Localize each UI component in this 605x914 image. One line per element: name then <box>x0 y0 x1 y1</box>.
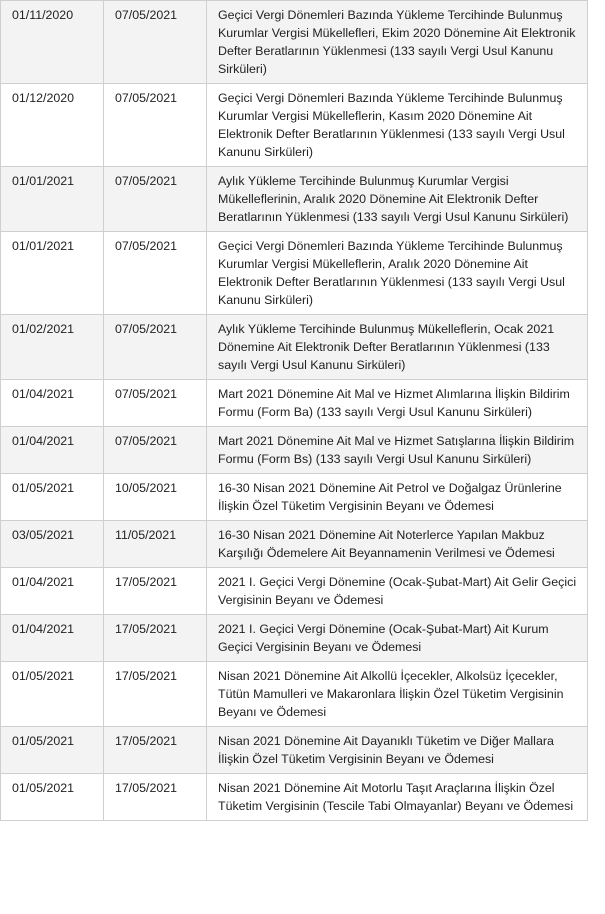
description-cell: 2021 I. Geçici Vergi Dönemine (Ocak-Şubat-Mart) Ait Kurum Geçici Vergisinin Beyanı ve Ödemesi <box>207 615 588 662</box>
description-cell: Geçici Vergi Dönemleri Bazında Yükleme Tercihinde Bulunmuş Kurumlar Vergisi Mükelleflerin, Aralık 2020 Dönemine Ait Elektronik Defter Beratlarının Yüklenmesi (133 sayılı Vergi Usul Kanunu Sirküleri) <box>207 232 588 315</box>
due-date-cell: 11/05/2021 <box>104 521 207 568</box>
start-date-cell: 01/02/2021 <box>1 315 104 380</box>
table-row <box>1 774 588 821</box>
start-date-cell: 03/05/2021 <box>1 521 104 568</box>
tax-calendar-body <box>1 1 588 821</box>
due-date-cell: 07/05/2021 <box>104 380 207 427</box>
due-date-cell: 07/05/2021 <box>104 427 207 474</box>
table-row <box>1 1 588 84</box>
table-row <box>1 315 588 380</box>
due-date-cell: 10/05/2021 <box>104 474 207 521</box>
due-date-cell: 17/05/2021 <box>104 615 207 662</box>
table-row <box>1 727 588 774</box>
table-row <box>1 167 588 232</box>
due-date-cell: 07/05/2021 <box>104 167 207 232</box>
start-date-cell: 01/11/2020 <box>1 1 104 84</box>
due-date-cell: 07/05/2021 <box>104 232 207 315</box>
start-date-cell: 01/05/2021 <box>1 662 104 727</box>
description-cell: 16-30 Nisan 2021 Dönemine Ait Noterlerce Yapılan Makbuz Karşılığı Ödemelere Ait Beyannamenin Verilmesi ve Ödemesi <box>207 521 588 568</box>
description-cell: Aylık Yükleme Tercihinde Bulunmuş Mükelleflerin, Ocak 2021 Dönemine Ait Elektronik Defter Beratlarının Yüklenmesi (133 sayılı Vergi Usul Kanunu Sirküleri) <box>207 315 588 380</box>
table-row <box>1 232 588 315</box>
table-row <box>1 474 588 521</box>
description-cell: Nisan 2021 Dönemine Ait Dayanıklı Tüketim ve Diğer Mallara İlişkin Özel Tüketim Vergisinin Beyanı ve Ödemesi <box>207 727 588 774</box>
description-cell: Mart 2021 Dönemine Ait Mal ve Hizmet Alımlarına İlişkin Bildirim Formu (Form Ba) (133 sayılı Vergi Usul Kanunu Sirküleri) <box>207 380 588 427</box>
due-date-cell: 07/05/2021 <box>104 84 207 167</box>
description-cell: Geçici Vergi Dönemleri Bazında Yükleme Tercihinde Bulunmuş Kurumlar Vergisi Mükelleflerin, Kasım 2020 Dönemine Ait Elektronik Defter Beratlarının Yüklenmesi (133 sayılı Vergi Usul Kanunu Sirküleri) <box>207 84 588 167</box>
table-row <box>1 662 588 727</box>
table-row <box>1 84 588 167</box>
due-date-cell: 07/05/2021 <box>104 315 207 380</box>
table-row <box>1 427 588 474</box>
start-date-cell: 01/12/2020 <box>1 84 104 167</box>
due-date-cell: 07/05/2021 <box>104 1 207 84</box>
description-cell: 16-30 Nisan 2021 Dönemine Ait Petrol ve Doğalgaz Ürünlerine İlişkin Özel Tüketim Vergisinin Beyanı ve Ödemesi <box>207 474 588 521</box>
start-date-cell: 01/05/2021 <box>1 474 104 521</box>
start-date-cell: 01/04/2021 <box>1 427 104 474</box>
table-row <box>1 380 588 427</box>
description-cell: 2021 I. Geçici Vergi Dönemine (Ocak-Şubat-Mart) Ait Gelir Geçici Vergisinin Beyanı ve Ödemesi <box>207 568 588 615</box>
description-cell: Geçici Vergi Dönemleri Bazında Yükleme Tercihinde Bulunmuş Kurumlar Vergisi Mükellefleri, Ekim 2020 Dönemine Ait Elektronik Defter Beratlarının Yüklenmesi (133 sayılı Vergi Usul Kanunu Sirküleri) <box>207 1 588 84</box>
due-date-cell: 17/05/2021 <box>104 774 207 821</box>
due-date-cell: 17/05/2021 <box>104 568 207 615</box>
start-date-cell: 01/01/2021 <box>1 232 104 315</box>
description-cell: Aylık Yükleme Tercihinde Bulunmuş Kurumlar Vergisi Mükelleflerinin, Aralık 2020 Dönemine Ait Elektronik Defter Beratlarının Yüklenmesi (133 sayılı Vergi Usul Kanunu Sirküleri) <box>207 167 588 232</box>
start-date-cell: 01/04/2021 <box>1 568 104 615</box>
table-row <box>1 568 588 615</box>
due-date-cell: 17/05/2021 <box>104 662 207 727</box>
start-date-cell: 01/04/2021 <box>1 615 104 662</box>
start-date-cell: 01/01/2021 <box>1 167 104 232</box>
start-date-cell: 01/04/2021 <box>1 380 104 427</box>
start-date-cell: 01/05/2021 <box>1 774 104 821</box>
description-cell: Nisan 2021 Dönemine Ait Alkollü İçecekler, Alkolsüz İçecekler, Tütün Mamulleri ve Makaronlara İlişkin Özel Tüketim Vergisinin Beyanı ve Ödemesi <box>207 662 588 727</box>
due-date-cell: 17/05/2021 <box>104 727 207 774</box>
start-date-cell: 01/05/2021 <box>1 727 104 774</box>
table-row <box>1 615 588 662</box>
description-cell: Mart 2021 Dönemine Ait Mal ve Hizmet Satışlarına İlişkin Bildirim Formu (Form Bs) (133 sayılı Vergi Usul Kanunu Sirküleri) <box>207 427 588 474</box>
description-cell: Nisan 2021 Dönemine Ait Motorlu Taşıt Araçlarına İlişkin Özel Tüketim Vergisinin (Tescile Tabi Olmayanlar) Beyanı ve Ödemesi <box>207 774 588 821</box>
table-row <box>1 521 588 568</box>
